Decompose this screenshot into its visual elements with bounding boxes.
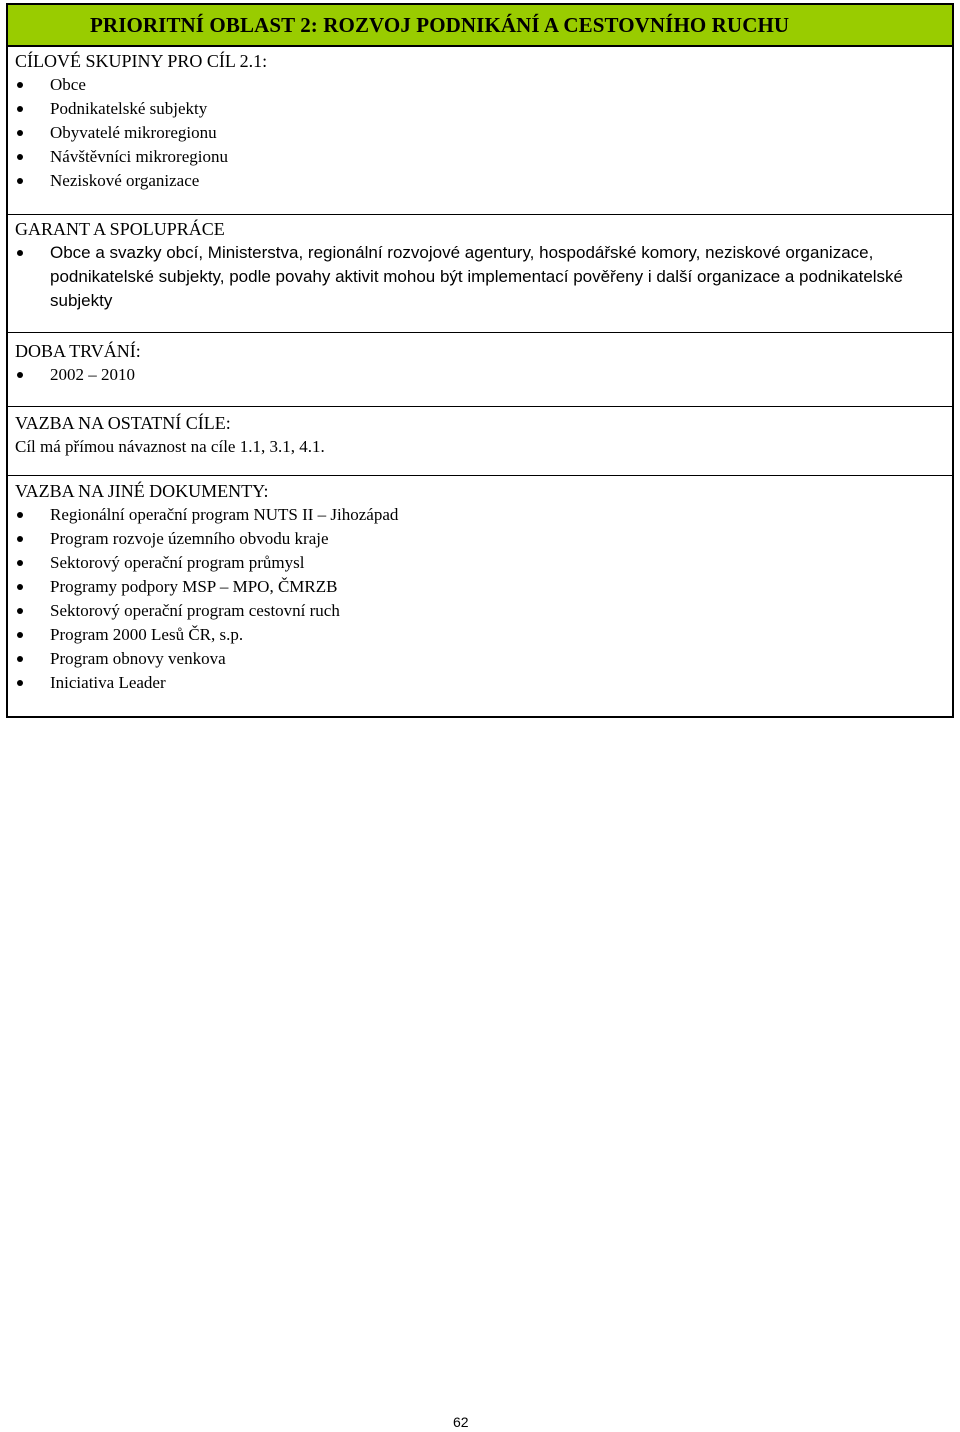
other-goals-title: VAZBA NA OSTATNÍ CÍLE: (15, 413, 231, 433)
section-target-groups (8, 47, 952, 215)
duration-list (15, 363, 946, 387)
bullet-icon (17, 560, 23, 566)
list-item: Program 2000 Lesů ČR, s.p. (15, 623, 946, 647)
list-item: Iniciativa Leader (15, 671, 946, 695)
guarantor-list (15, 241, 946, 313)
bullet-icon (17, 154, 23, 160)
section-other-goals (8, 407, 952, 476)
section-duration (8, 333, 952, 407)
section-other-documents (8, 476, 952, 716)
bullet-icon (17, 632, 23, 638)
list-item: Programy podpory MSP – MPO, ČMRZB (15, 575, 946, 599)
list-item: Program rozvoje územního obvodu kraje (15, 527, 946, 551)
guarantor-title: GARANT A SPOLUPRÁCE (15, 219, 225, 239)
page-number: 62 (453, 1414, 469, 1430)
list-item: 2002 – 2010 (15, 363, 946, 387)
bullet-icon (17, 608, 23, 614)
list-item: Regionální operační program NUTS II – Jihozápad (15, 503, 946, 527)
list-item: Obce a svazky obcí, Ministerstva, regionální rozvojové agentury, hospodářské komory, neziskové organizace, podnikatelské subjekty, podle povahy aktivit mohou být implementací pověřeny i další organizace a podnikatelské subjekty (15, 241, 946, 313)
list-item: Program obnovy venkova (15, 647, 946, 671)
target-groups-title: CÍLOVÉ SKUPINY PRO CÍL 2.1: (15, 51, 268, 71)
list-item: Návštěvníci mikroregionu (15, 145, 946, 169)
list-item: Neziskové organizace (15, 169, 946, 193)
duration-title: DOBA TRVÁNÍ: (15, 341, 141, 361)
other-documents-list (15, 503, 946, 695)
bullet-icon (17, 512, 23, 518)
bullet-icon (17, 130, 23, 136)
bullet-icon (17, 106, 23, 112)
list-item: Sektorový operační program průmysl (15, 551, 946, 575)
priority-header-band (8, 5, 952, 47)
priority-title: PRIORITNÍ OBLAST 2: ROZVOJ PODNIKÁNÍ A CESTOVNÍHO RUCHU (90, 12, 790, 37)
list-item: Podnikatelské subjekty (15, 97, 946, 121)
list-item: Sektorový operační program cestovní ruch (15, 599, 946, 623)
other-goals-text: Cíl má přímou návaznost na cíle 1.1, 3.1, 4.1. (15, 437, 325, 456)
bullet-icon (17, 178, 23, 184)
bullet-icon (17, 584, 23, 590)
list-item: Obyvatelé mikroregionu (15, 121, 946, 145)
bullet-icon (17, 82, 23, 88)
bullet-icon (17, 372, 23, 378)
bullet-icon (17, 656, 23, 662)
other-documents-title: VAZBA NA JINÉ DOKUMENTY: (15, 481, 269, 501)
section-guarantor (8, 215, 952, 333)
bullet-icon (17, 250, 23, 256)
bullet-icon (17, 536, 23, 542)
target-groups-list (15, 73, 946, 193)
bullet-icon (17, 680, 23, 686)
list-item: Obce (15, 73, 946, 97)
document-table (6, 3, 954, 718)
